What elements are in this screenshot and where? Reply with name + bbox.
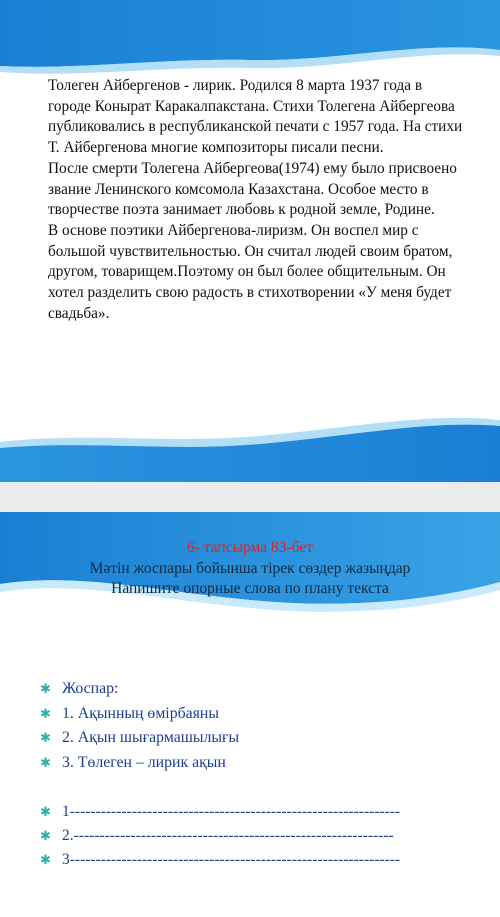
asterisk-bullet-icon: ✱ (40, 730, 51, 745)
asterisk-bullet-icon: ✱ (40, 681, 51, 696)
list-item (40, 702, 239, 727)
asterisk-bullet-icon: ✱ (40, 804, 51, 819)
plan-item-3: 3. Төлеген – лирик ақын (62, 753, 226, 771)
bio-paragraph-2: После смерти Толегена Айбергеова(1974) ему было присвоено звание Ленинского комсомола Казахстана. Особое место в творчестве поэта занимает любовь к родной земле, Родине. (48, 159, 457, 219)
list-item (40, 824, 460, 848)
instruction-kazakh: Мәтін жоспары бойынша тірек сөздер жазыңдар (89, 560, 411, 577)
asterisk-bullet-icon: ✱ (40, 705, 51, 721)
bio-paragraph-3: В основе поэтики Айбергенова-лиризм. Он воспел мир с большой чувствительностью. Он считал людей своим братом, другом, товарищем.Поэтому он был более общительным. Он хотел разделить свою радость в стихотворении «У меня будет свадьба». (48, 221, 453, 322)
answer-lines (40, 800, 460, 872)
list-item (40, 677, 239, 702)
plan-item-2: 2. Ақын шығармашылығы (62, 729, 240, 746)
slide-task (0, 512, 500, 917)
plan-item-1: 1. Ақынның өмірбаяны (62, 704, 219, 722)
list-item (40, 726, 239, 751)
task-instructions (0, 559, 500, 599)
bio-paragraph-1: Толеген Айбергенов - лирик. Родился 8 марта 1937 года в городе Конырат Каракалпакстана. Стихи Толегена Айбергеова публиковались в республиканской печати с 1957 года. На стихи Т. Айбергенова многие композиторы писали песни. (48, 77, 463, 157)
asterisk-bullet-icon: ✱ (40, 852, 51, 867)
answer-line-3: 3---------------------------------------------------------------- (62, 851, 401, 868)
biography-text (48, 76, 468, 324)
list-item (40, 800, 460, 824)
bottom-wave-decoration (0, 402, 500, 482)
answer-line-2: 2.-------------------------------------------------------------- (62, 827, 394, 844)
answer-line-1: 1---------------------------------------------------------------- (62, 803, 401, 820)
asterisk-bullet-icon: ✱ (40, 754, 51, 770)
list-item (40, 751, 239, 776)
instruction-russian: Напишите опорные слова по плану текста (111, 580, 389, 597)
plan-heading: Жоспар: (62, 680, 119, 697)
plan-list (40, 677, 239, 775)
asterisk-bullet-icon: ✱ (40, 828, 51, 843)
list-item (40, 848, 460, 872)
task-reference: 6- тапсырма 83-бет (187, 539, 313, 556)
